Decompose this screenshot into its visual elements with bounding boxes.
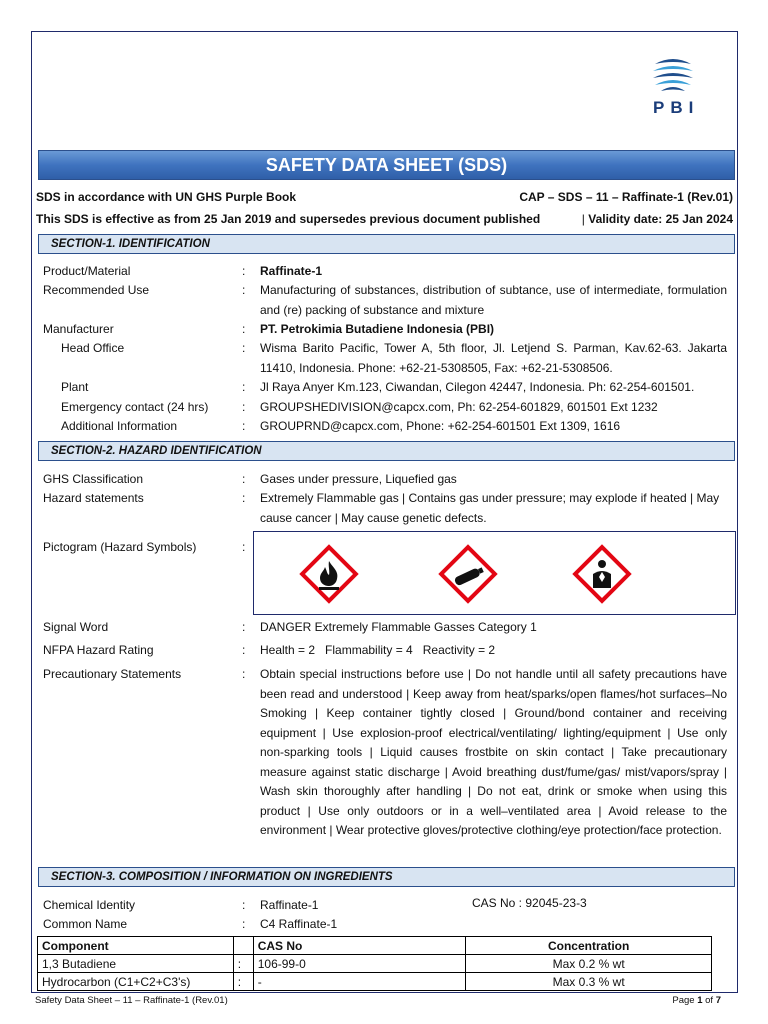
- header-separator: |: [581, 212, 585, 226]
- document-page: [31, 31, 738, 993]
- field-value: Raffinate-1: [260, 898, 319, 912]
- field-value: Extremely Flammable gas | Contains gas under pressure; may explode if heated | May cause cancer | May cause genetic defects.: [260, 491, 720, 525]
- current-page: 1: [697, 995, 703, 1006]
- header-line-1: [36, 190, 733, 204]
- field-value: DANGER Extremely Flammable Gasses Category 1: [260, 620, 537, 634]
- field-colon: :: [242, 264, 246, 278]
- field-colon: :: [242, 400, 246, 414]
- field-label: Emergency contact (24 hrs): [61, 400, 209, 414]
- field-value: Jl Raya Anyer Km.123, Ciwandan, Cilegon 42447, Indonesia. Ph: 62-254-601501.: [260, 380, 695, 394]
- field-colon: :: [242, 341, 246, 355]
- field-label: Hazard statements: [43, 491, 144, 505]
- field-label: Precautionary Statements: [43, 667, 182, 681]
- flame-pictogram-icon: [299, 544, 359, 604]
- field-colon: :: [242, 917, 246, 931]
- field-colon: :: [242, 620, 246, 634]
- field-colon: :: [242, 283, 246, 297]
- field-colon: :: [242, 898, 246, 912]
- field-label: Recommended Use: [43, 283, 150, 297]
- table-cell: Max 0.3 % wt: [466, 973, 712, 991]
- gas-cylinder-pictogram-icon: [438, 544, 498, 604]
- composition-table: [37, 936, 712, 991]
- field-value: GROUPSHEDIVISION@capcx.com, Ph: 62-254-601829, 601501 Ext 1232: [260, 400, 658, 414]
- field-label: Additional Information: [61, 419, 178, 433]
- total-pages: 7: [715, 995, 721, 1006]
- field-colon: :: [242, 419, 246, 433]
- field-label: Pictogram (Hazard Symbols): [43, 540, 197, 554]
- field-label: Signal Word: [43, 620, 109, 634]
- health-hazard-pictogram-icon: [572, 544, 632, 604]
- field-label: NFPA Hazard Rating: [43, 643, 154, 657]
- page-prefix: Page: [672, 995, 698, 1006]
- section-1-heading: SECTION-1. IDENTIFICATION: [38, 234, 735, 254]
- field-value: PT. Petrokimia Butadiene Indonesia (PBI): [260, 322, 495, 336]
- field-colon: :: [242, 491, 246, 505]
- footer-page-number: [672, 995, 721, 1006]
- field-label: Common Name: [43, 917, 128, 931]
- table-header-row: [38, 937, 712, 955]
- column-header: Component: [38, 937, 234, 955]
- validity-date: Validity date: 25 Jan 2024: [588, 212, 733, 226]
- table-cell: 1,3 Butadiene: [38, 955, 234, 973]
- document-code: CAP – SDS – 11 – Raffinate-1 (Rev.01): [519, 190, 733, 204]
- field-label: Head Office: [61, 341, 125, 355]
- field-value: Health = 2 Flammability = 4 Reactivity = 2: [260, 643, 496, 657]
- table-cell: -: [253, 973, 466, 991]
- field-label: Product/Material: [43, 264, 131, 278]
- company-logo: [647, 52, 699, 118]
- field-value: Gases under pressure, Liquefied gas: [260, 472, 457, 486]
- section-2-heading: SECTION-2. HAZARD IDENTIFICATION: [38, 441, 735, 461]
- field-value: Manufacturing of substances, distribution of subtance, use of intermediate, formulation and (re) packing of substance and mixture: [260, 283, 727, 317]
- field-colon: :: [242, 540, 246, 554]
- pbi-logo-icon: [652, 52, 694, 94]
- field-colon: :: [242, 667, 246, 681]
- column-header: CAS No: [253, 937, 466, 955]
- field-colon: :: [242, 643, 246, 657]
- field-value: Raffinate-1: [260, 264, 323, 278]
- effective-date-text: This SDS is effective as from 25 Jan 2019 and supersedes previous document published: [36, 212, 541, 226]
- field-colon: :: [242, 380, 246, 394]
- column-header: [233, 937, 253, 955]
- header-line-2: [36, 212, 733, 226]
- field-label: GHS Classification: [43, 472, 144, 486]
- pictogram-box: [253, 531, 736, 615]
- field-value: C4 Raffinate-1: [260, 917, 338, 931]
- field-value: Wisma Barito Pacific, Tower A, 5th floor, Jl. Letjend S. Parman, Kav.62-63. Jakarta 11410, Indonesia. Phone: +62-21-5308505, Fax: +62-21-5308506.: [260, 341, 727, 375]
- page-mid: of: [702, 995, 716, 1006]
- table-cell: :: [233, 955, 253, 973]
- field-colon: :: [242, 322, 246, 336]
- table-cell: Max 0.2 % wt: [466, 955, 712, 973]
- section-3-heading: SECTION-3. COMPOSITION / INFORMATION ON INGREDIENTS: [38, 867, 735, 887]
- table-cell: 106-99-0: [253, 955, 466, 973]
- cas-number: CAS No : 92045-23-3: [472, 896, 587, 910]
- footer-document-name: Safety Data Sheet – 11 – Raffinate-1 (Rev.01): [35, 995, 228, 1006]
- table-cell: Hydrocarbon (C1+C2+C3's): [38, 973, 234, 991]
- field-value: Obtain special instructions before use | Do not handle until all safety precautions have been read and understood | Keep away from heat/sparks/open flames/hot surfaces–No Smoking | Keep container tightly closed | Ground/bond container and receiving equipment | Use explosion-proof electrical/ventilating/ lighting/equipment | Use only non-sparking tools | Liquid causes frostbite on skin contact | Take precautionary measure against static discharge | Avoid breathing dust/fume/gas/ mist/vapors/spray | Wash skin thoroughly after handling | Do not eat, drink or smoke when using this product | Use only outdoors or in a well–ventilated area | Avoid release to the environment | Wear protective gloves/protective clothing/eye protection/face protection.: [260, 667, 727, 837]
- logo-text: PBI: [653, 98, 700, 117]
- field-label: Chemical Identity: [43, 898, 136, 912]
- document-title: SAFETY DATA SHEET (SDS): [38, 150, 735, 180]
- table-cell: :: [233, 973, 253, 991]
- column-header: Concentration: [466, 937, 712, 955]
- field-value: GROUPRND@capcx.com, Phone: +62-254-601501 Ext 1309, 1616: [260, 419, 621, 433]
- table-row: [38, 973, 712, 991]
- ghs-reference: SDS in accordance with UN GHS Purple Book: [36, 190, 297, 204]
- field-label: Plant: [61, 380, 89, 394]
- field-colon: :: [242, 472, 246, 486]
- table-row: [38, 955, 712, 973]
- field-label: Manufacturer: [43, 322, 114, 336]
